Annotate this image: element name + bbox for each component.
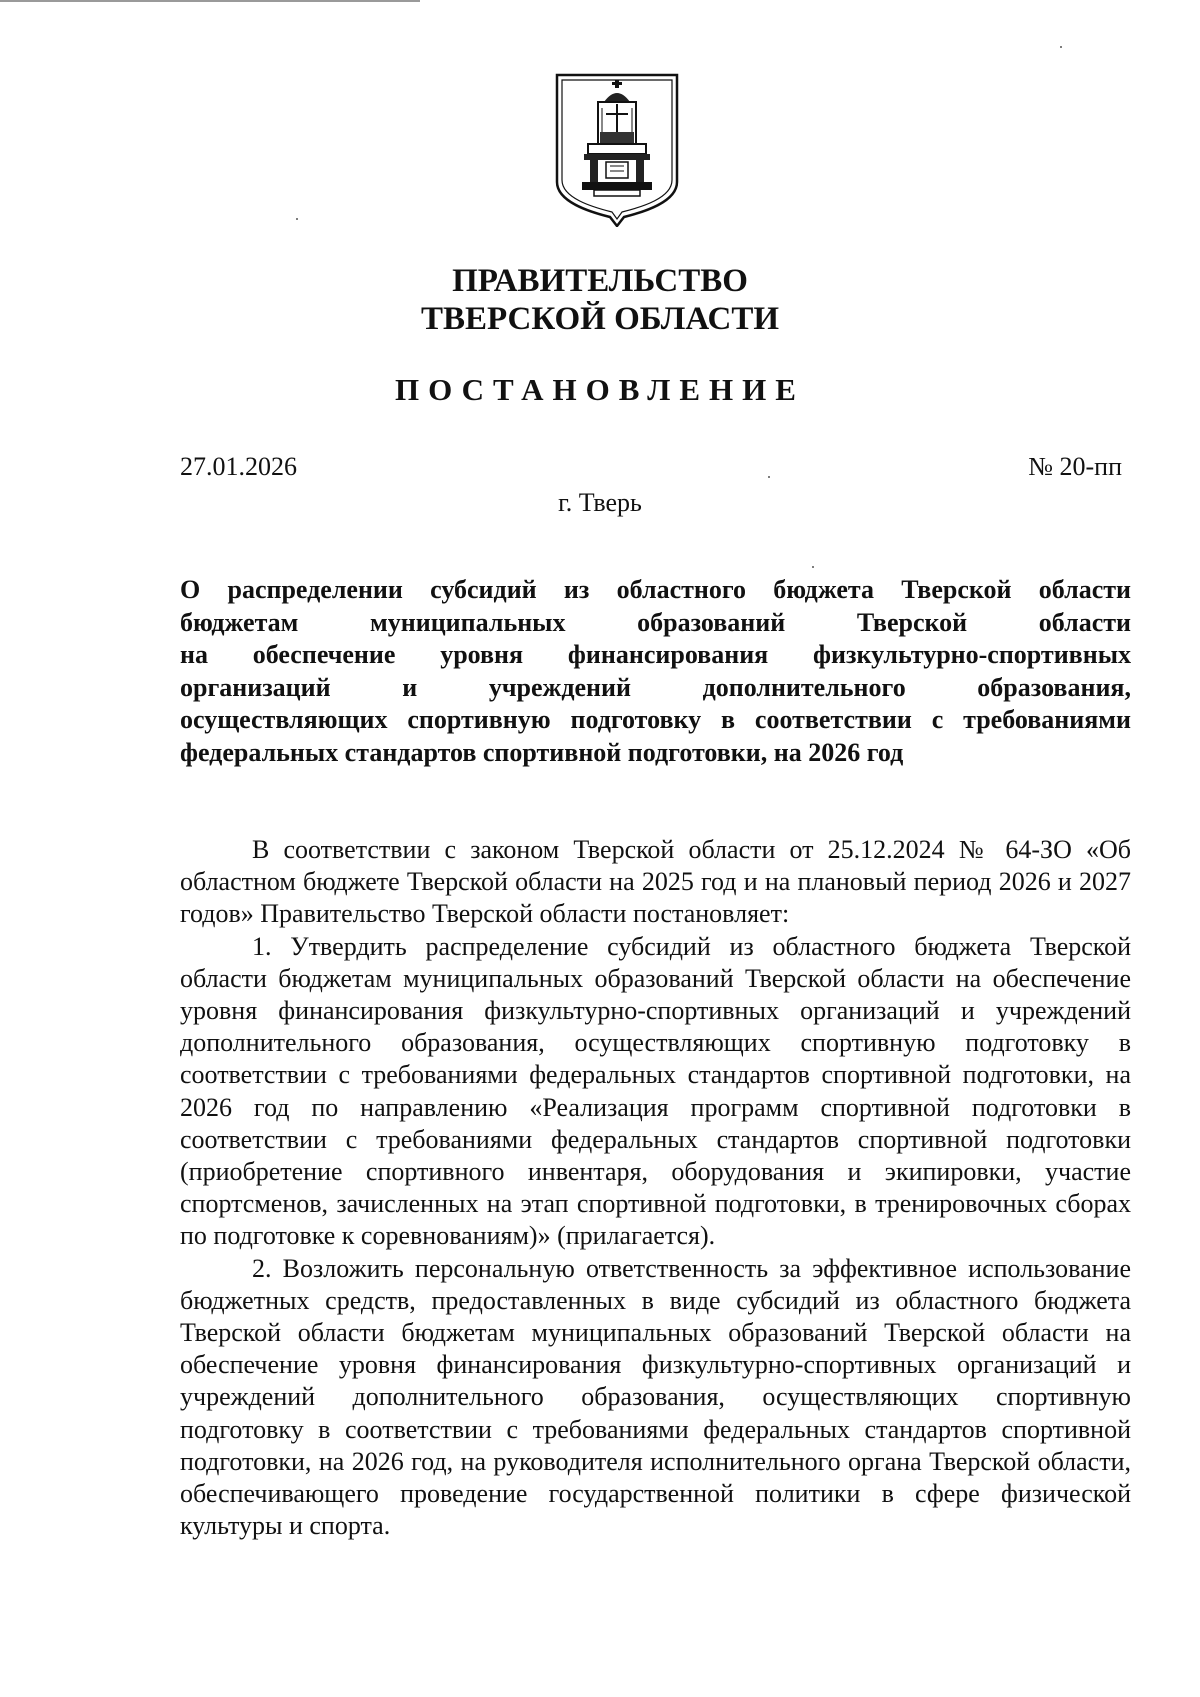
scan-edge-line [0,0,420,2]
government-title-line-2: ТВЕРСКОЙ ОБЛАСТИ [420,301,780,337]
tver-oblast-coat-of-arms-icon [554,72,680,227]
scan-speck [812,566,814,568]
preamble-paragraph: В соответствии с законом Тверской области от 25.12.2024 № 64-ЗО «Об областном бюджете Тверской области на 2025 год и на плановый период 2026 и 2027 годов» Правительство Тверской области постановляет: [180,835,1131,929]
heading-line: бюджетам муниципальных образований Тверской области [180,607,1131,637]
government-title-line-1: ПРАВИТЕЛЬСТВО [452,263,748,299]
heading-line: на обеспечение уровня финансирования физкультурно-спортивных [180,640,1131,669]
document-date: 27.01.2026 [180,452,297,481]
document-number: № 20-пп [1028,452,1122,481]
heading-line: организаций и учреждений дополнительного образования, [180,672,1131,702]
item-2-paragraph: 2. Возложить персональную ответственность за эффективное использование бюджетных средств, предоставленных в виде субсидий из областного бюджета Тверской области бюджетам муниципальных образований Тверской области на обеспечение уровня финансирования физкультурно-спортивных организаций и учреждений дополнительного образования, осуществляющих спортивную подготовку в соответствии с требованиями федеральных стандартов спортивной подготовки, на 2026 год, на руководителя исполнительного органа Тверской области, обеспечивающего проведение государственной политики в сфере физической культуры и спорта. [180,1253,1131,1541]
heading-line: осуществляющих спортивную подготовку в соответствии с требованиями [180,705,1131,734]
document-city: г. Тверь [558,488,642,517]
document-body [180,834,1131,1542]
document-type: ПОСТАНОВЛЕНИЕ [395,372,805,407]
scan-speck [1060,46,1062,48]
document-heading [180,574,1131,769]
scan-speck [768,476,770,478]
heading-line: федеральных стандартов спортивной подготовки, на 2026 год [180,737,904,767]
heading-line: О распределении субсидий из областного бюджета Тверской области [180,575,1131,604]
scan-speck [296,218,298,220]
coat-of-arms-emblem [554,72,680,227]
item-1-paragraph: 1. Утвердить распределение субсидий из областного бюджета Тверской области бюджетам муниципальных образований Тверской области на обеспечение уровня финансирования физкультурно-спортивных организаций и учреждений дополнительного образования, осуществляющих спортивную подготовку в соответствии с требованиями федеральных стандартов спортивной подготовки, на 2026 год по направлению «Реализация программ спортивной подготовки в соответствии с требованиями федеральных стандартов спортивной подготовки (приобретение спортивного инвентаря, оборудования и экипировки, участие спортсменов, зачисленных на этап спортивной подготовки, в тренировочных сборах по подготовке к соревнованиям)» (прилагается). [180,931,1131,1251]
